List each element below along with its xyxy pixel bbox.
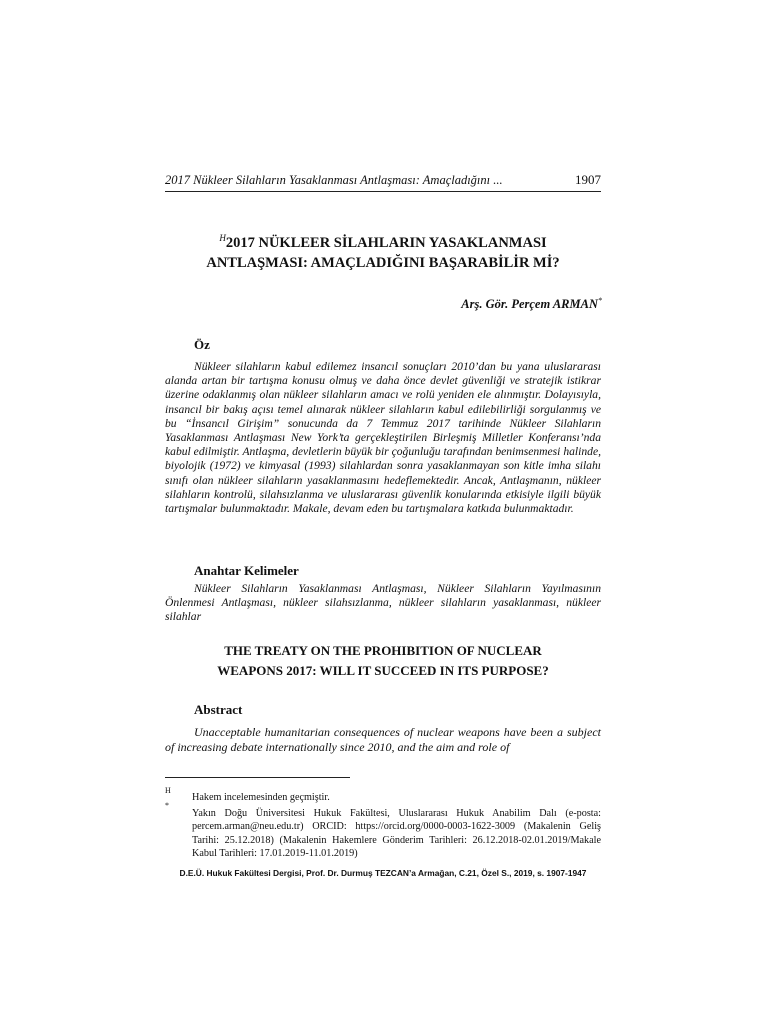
english-title <box>165 641 601 681</box>
author-name: Arş. Gör. Perçem ARMAN* <box>461 296 602 311</box>
footnote-separator <box>165 777 350 778</box>
footnote-1-marker: H <box>165 786 171 795</box>
abstract-text: Unacceptable humanitarian consequences of nuclear weapons have been a subject of increasing debate internationally since 2010, and the aim and role of <box>165 725 601 754</box>
title-line-2: ANTLAŞMASI: AMAÇLADIĞINI BAŞARABİLİR Mİ? <box>206 255 560 271</box>
footnote-1-text: Hakem incelemesinden geçmiştir. <box>192 792 330 803</box>
journal-footer: D.E.Ü. Hukuk Fakültesi Dergisi, Prof. Dr. Durmuş TEZCAN’a Armağan, C.21, Özel S., 2019, s. 1907-1947 <box>179 868 587 878</box>
english-title-line-2: WEAPONS 2017: WILL IT SUCCEED IN ITS PURPOSE? <box>217 663 549 678</box>
title-line-1: $^H$2017 NÜKLEER SİLAHLARIN YASAKLANMASI <box>219 233 547 251</box>
oz-text: Nükleer silahların kabul edilemez insancıl sonuçları 2010’dan bu yana uluslararası alanda artan bir tartışma konusu olmuş ve daha önce devlet güvenliği ve stratejik istikrar üzerine odaklanmış olan nükleer silahların amacı ve rolü yeniden ele alınmıştır. Dolayısıyla, insancıl bir bakış açısı temel alınarak nükleer silahların kabul edilebilirliği sorgulanmış ve bu “İnsancıl Girişim” sonucunda da 7 Temmuz 2017 tarihinde Nükleer Silahların Yasaklanması Antlaşması New York’ta gerçekleştirilen Birleşmiş Milletler Konferansı’nda kabul edilmiştir. Antlaşma, devletlerin büyük bir çoğunluğu tarafından benimsenmesi halinde, biyolojik (1972) ve kimyasal (1993) silahlardan sonra yasaklanmayan son kitle imha silahı sınıfı olan nükleer silahların yasaklanmasını hedeflemektedir. Ancak, Antlaşmanın, nükleer silahların kontrolü, silahsızlanma ve uluslararası güvenlik konularında etkisiyle ilgili büyük tartışmalar bulunmaktadır. Makale, devam eden bu tartışmalara katkıda bulunmaktadır. <box>165 360 601 516</box>
page-number: 1907 <box>575 172 601 187</box>
running-header <box>165 172 601 192</box>
keywords-heading: Anahtar Kelimeler <box>194 563 299 578</box>
title-footnote-marker: H <box>219 233 226 243</box>
oz-heading: Öz <box>194 337 210 352</box>
keywords-text: Nükleer Silahların Yasaklanması Antlaşması, Nükleer Silahların Yayılmasının Önlenmesi Antlaşması, nükleer silahsızlanma, nükleer silahların yasaklanması, nükleer silahlar <box>165 582 601 624</box>
running-title: 2017 Nükleer Silahların Yasaklanması Antlaşması: Amaçladığını ... <box>165 173 503 187</box>
abstract-heading: Abstract <box>194 702 243 717</box>
footnote-2-marker: * <box>165 801 169 810</box>
english-title-line-1: THE TREATY ON THE PROHIBITION OF NUCLEAR <box>224 643 542 658</box>
article-title <box>165 228 601 273</box>
author-footnote-marker: * <box>598 296 602 305</box>
footnote-2-text: Yakın Doğu Üniversitesi Hukuk Fakültesi, Uluslararası Hukuk Anabilim Dalı (e-posta: percem.arman@neu.edu.tr) ORCID: https://orcid.org/0000-0003-1622-3009 (Makalenin Geliş Tarihi: 25.12.2018) (Makalenin Hakemlere Gönderim Tarihleri: 26.12.2018-02.01.2019/Makale Kabul Tarihleri: 17.01.2019-11.01.2019) <box>192 808 601 860</box>
